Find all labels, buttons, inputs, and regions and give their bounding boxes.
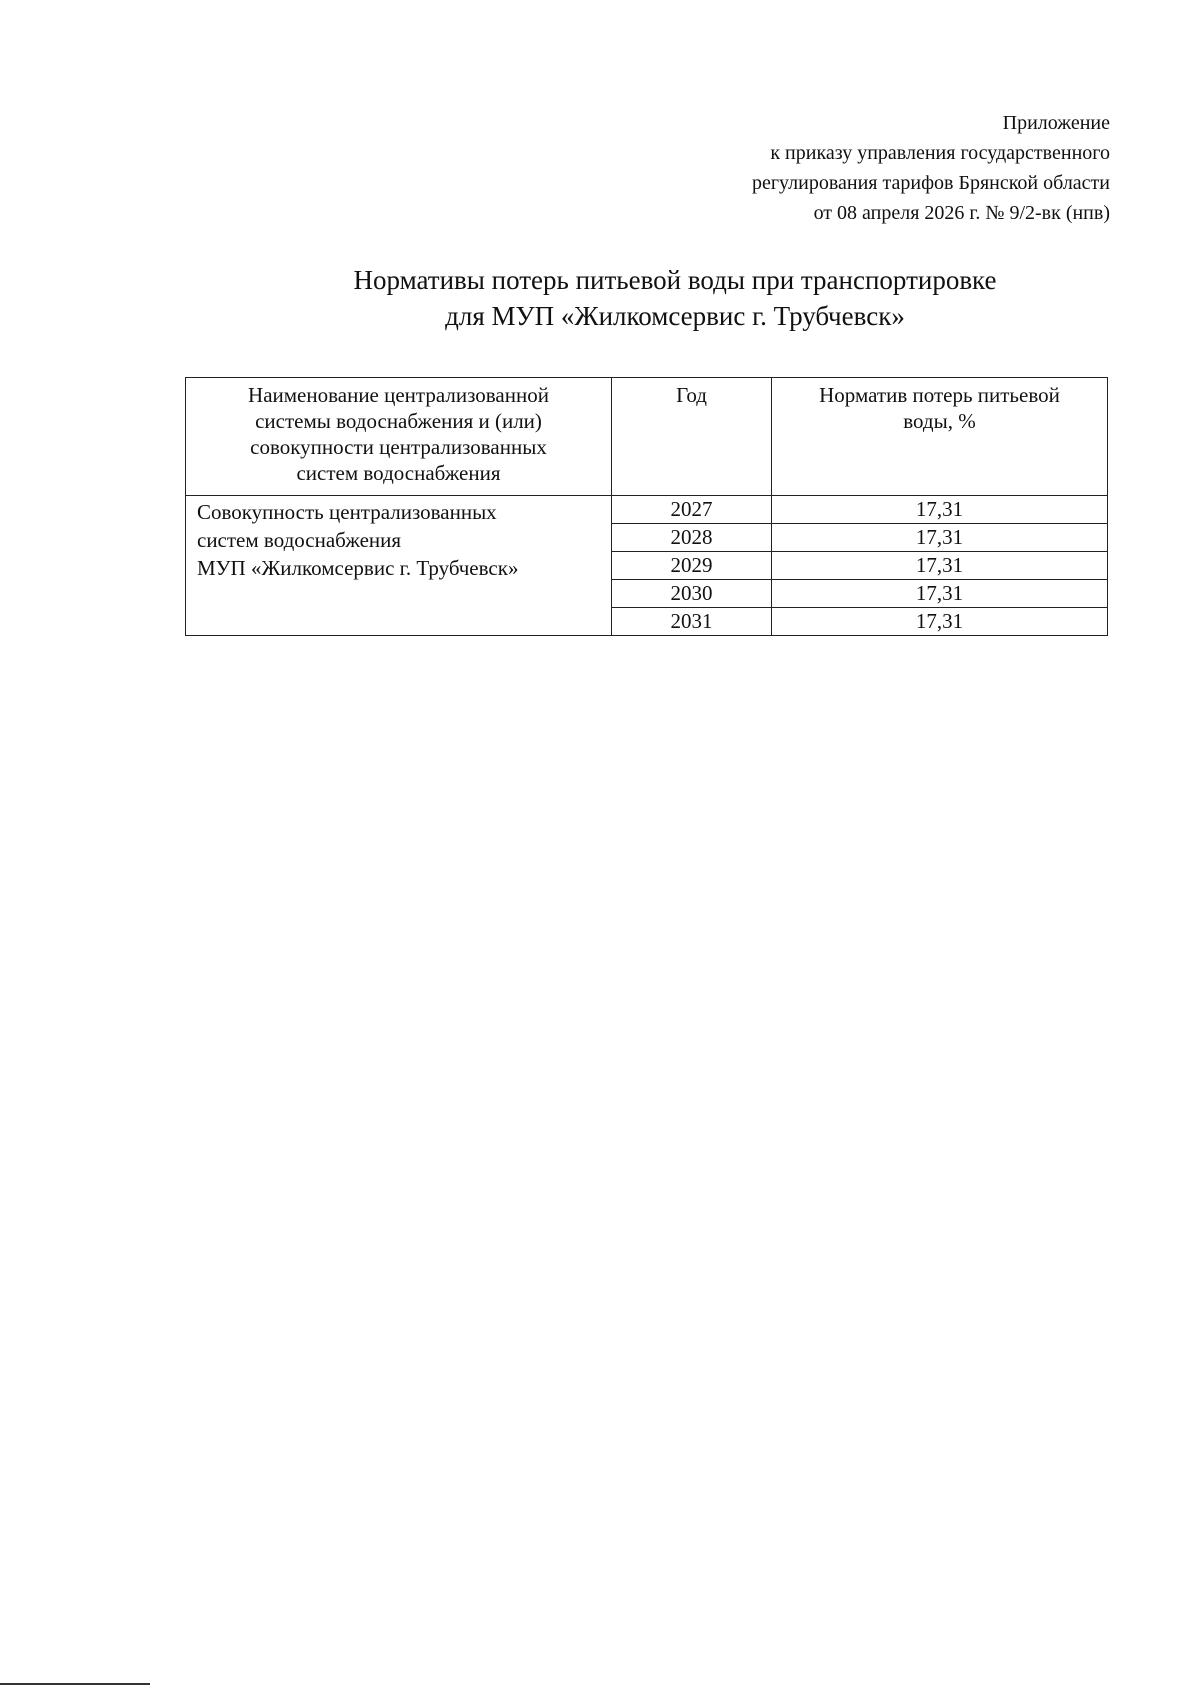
norm-value-cell: 17,31	[772, 496, 1108, 524]
norm-value-cell: 17,31	[772, 552, 1108, 580]
table-row	[186, 496, 1108, 524]
header-year-label: Год	[676, 383, 707, 407]
header-system-name	[186, 378, 612, 496]
year-cell: 2029	[612, 552, 772, 580]
norms-table	[185, 377, 1108, 636]
appendix-label: Приложение	[1002, 112, 1110, 134]
title-line-2: для МУП «Жилкомсервис г. Трубчевск»	[445, 301, 905, 331]
system-name-cell	[186, 496, 612, 636]
year-cell: 2031	[612, 608, 772, 636]
header-system-line: совокупности централизованных	[250, 435, 547, 459]
norm-value-cell: 17,31	[772, 524, 1108, 552]
appendix-authority: регулирования тарифов Брянской области	[751, 172, 1110, 194]
footer-divider	[0, 1683, 150, 1685]
system-name-line: систем водоснабжения	[197, 528, 402, 552]
norm-value-cell: 17,31	[772, 580, 1108, 608]
year-cell: 2027	[612, 496, 772, 524]
appendix-order-ref: к приказу управления государственного	[770, 142, 1110, 164]
header-system-line: системы водоснабжения и (или)	[255, 409, 542, 433]
header-system-line: Наименование централизованной	[248, 383, 549, 407]
document-title	[290, 262, 1060, 334]
header-year	[612, 378, 772, 496]
appendix-date-number: от 08 апреля 2026 г. № 9/2-вк (нпв)	[813, 202, 1110, 224]
title-line-1: Нормативы потерь питьевой воды при транспортировке	[353, 265, 997, 295]
system-name-line: МУП «Жилкомсервис г. Трубчевск»	[197, 556, 519, 580]
norm-value-cell: 17,31	[772, 608, 1108, 636]
header-system-line: систем водоснабжения	[296, 461, 501, 485]
year-cell: 2030	[612, 580, 772, 608]
header-norm-line: воды, %	[903, 409, 976, 433]
appendix-header	[752, 108, 1110, 228]
header-norm	[772, 378, 1108, 496]
header-norm-line: Норматив потерь питьевой	[819, 383, 1060, 407]
year-cell: 2028	[612, 524, 772, 552]
table-header-row	[186, 378, 1108, 496]
system-name-line: Совокупность централизованных	[197, 500, 497, 524]
